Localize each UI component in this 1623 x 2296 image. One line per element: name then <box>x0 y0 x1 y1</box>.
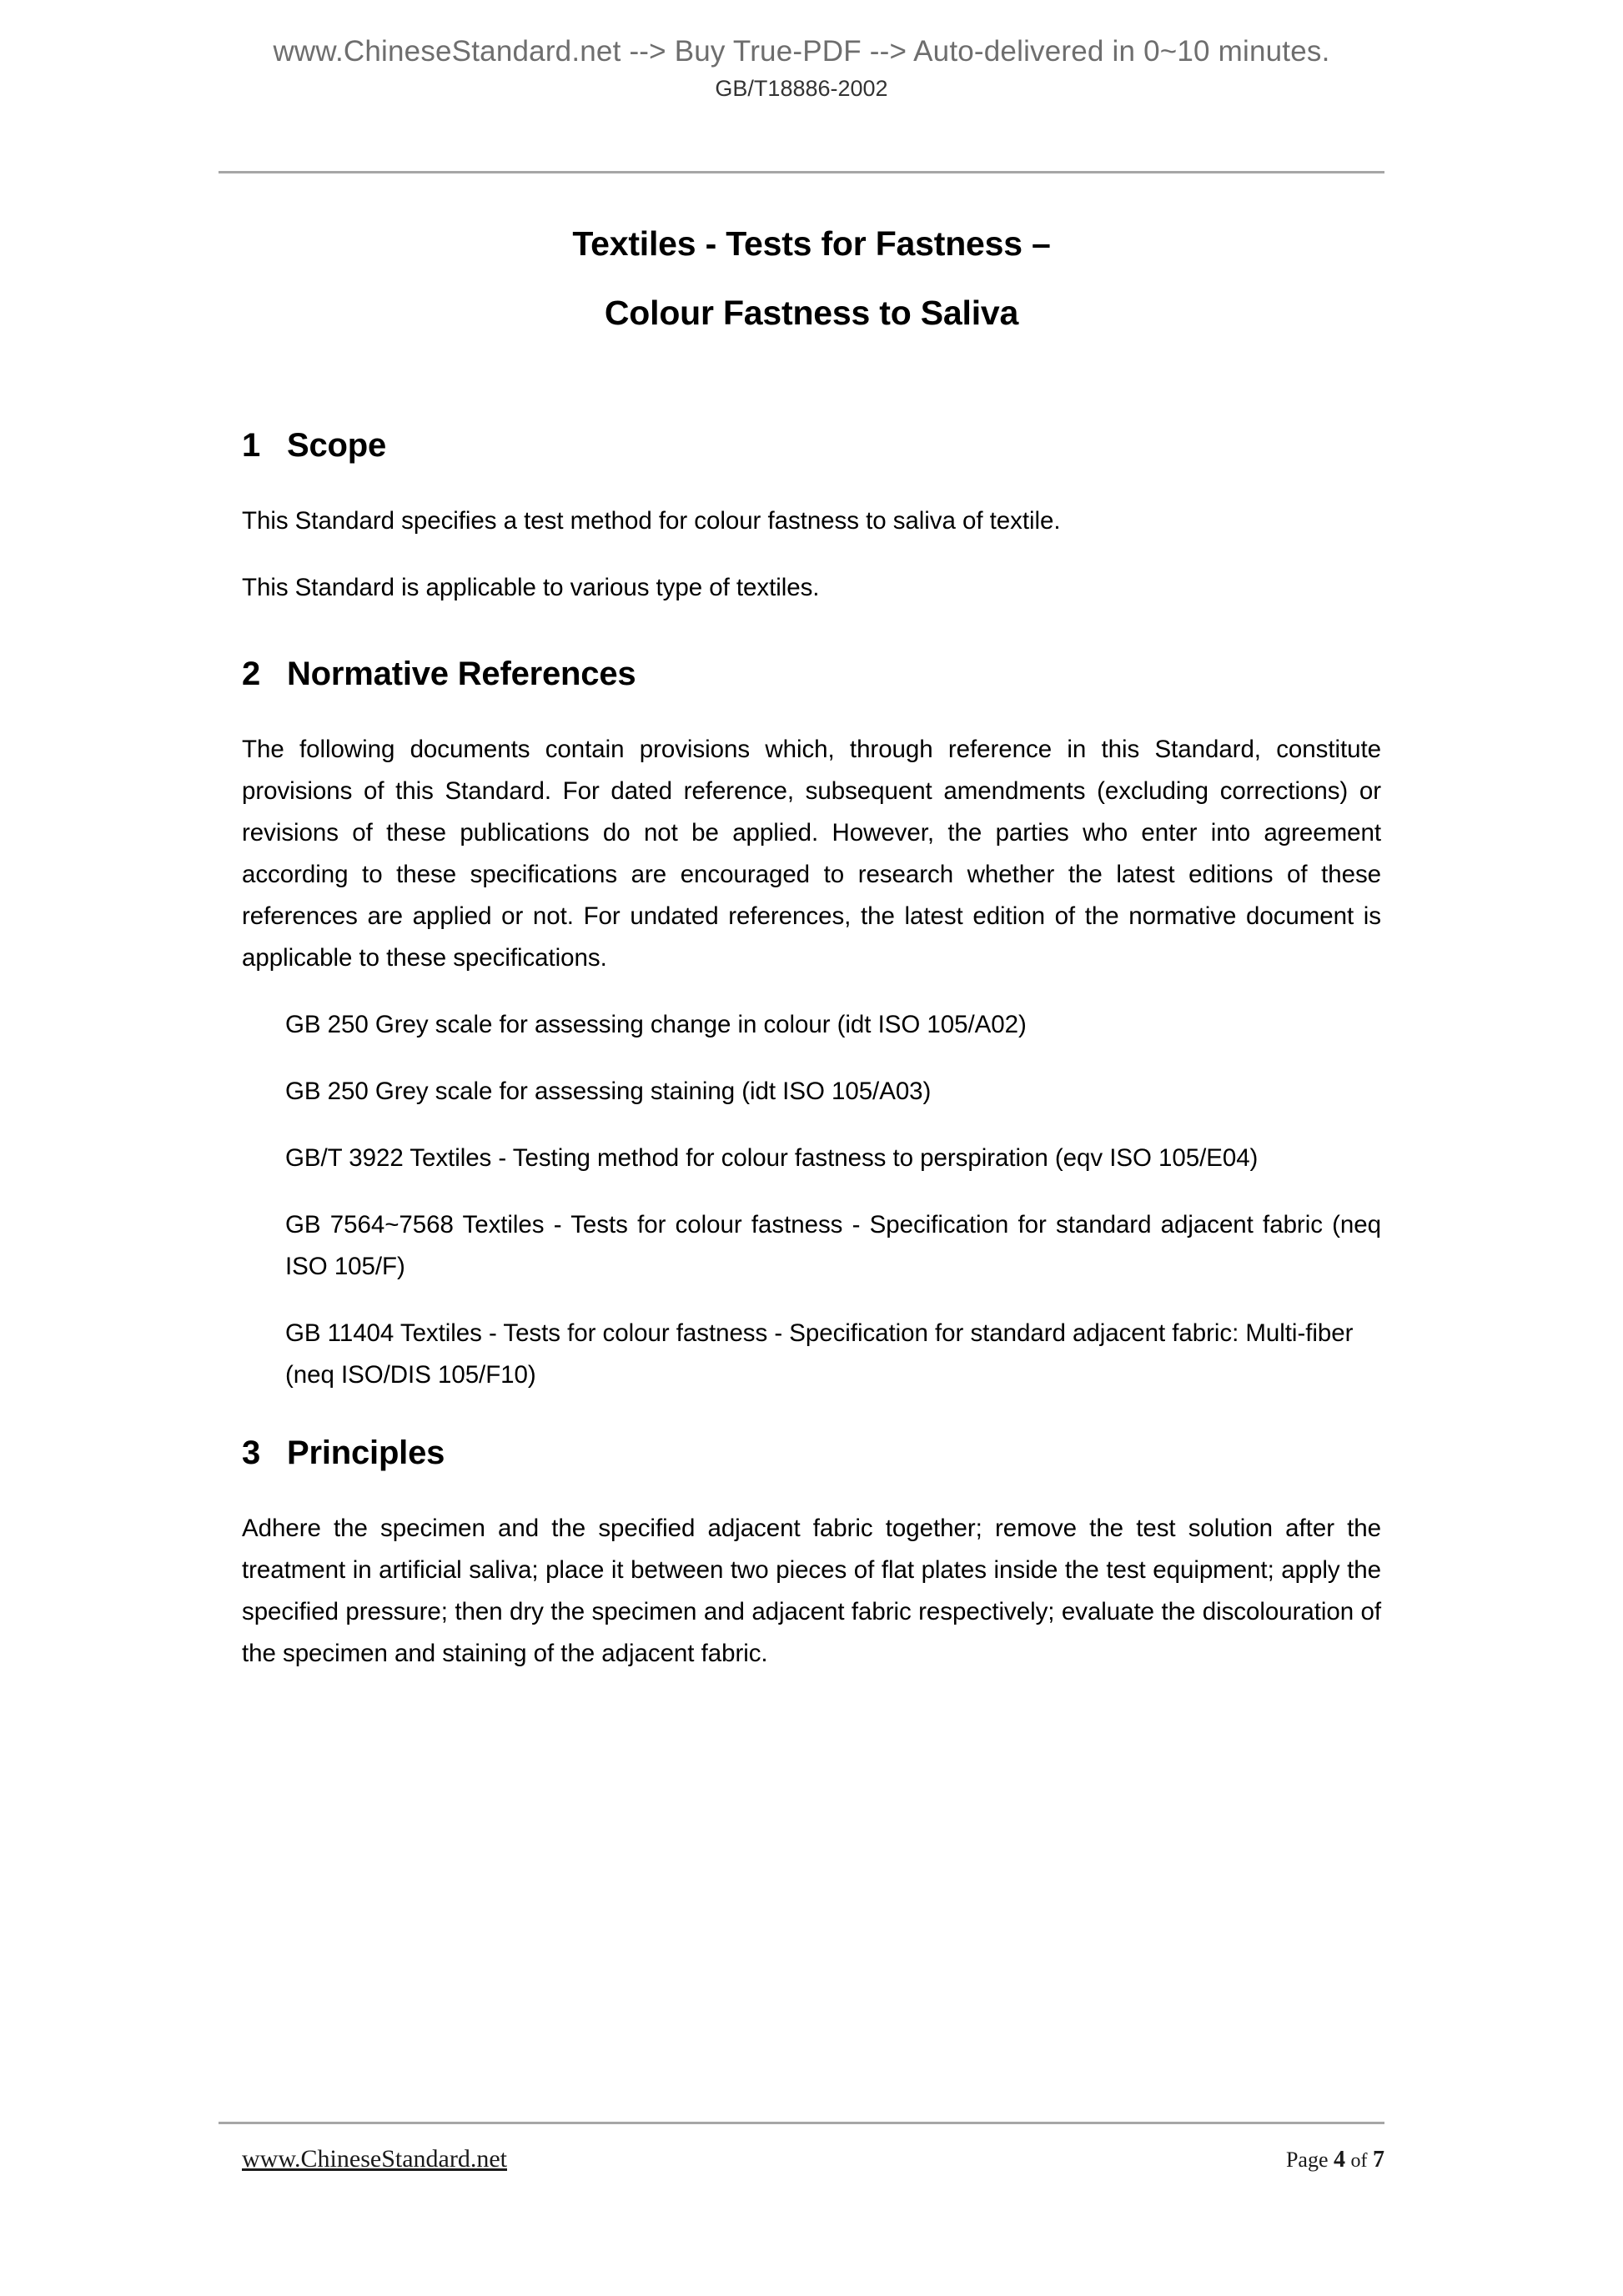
document-title-line-1: Textiles - Tests for Fastness – <box>572 224 1051 263</box>
section-number-3: 3 <box>242 1434 261 1471</box>
section-heading-1 <box>242 427 1381 464</box>
document-body <box>242 207 1381 1675</box>
section-heading-3 <box>242 1434 1381 1471</box>
footer-page-word: Page <box>1285 2148 1329 2172</box>
normative-reference-item: GB/T 3922 Textiles - Testing method for colour fastness to perspiration (eqv ISO 105/E04) <box>285 1144 1259 1172</box>
page-header <box>219 33 1384 102</box>
footer-site-link[interactable]: www.ChineseStandard.net <box>242 2145 507 2173</box>
section-1-paragraph-2: This Standard is applicable to various type of textiles. <box>242 574 820 601</box>
header-promo-text: www.ChineseStandard.net --> Buy True-PDF --> Auto-delivered in 0~10 minutes. <box>273 35 1330 68</box>
section-2-paragraph-1: The following documents contain provisions which, through reference in this Standard, constitute provisions of this Standard. For dated reference, subsequent amendments (excluding corrections) or revisions of these publications do not be applied. However, the parties who enter into agreement according to these specifications are encouraged to research whether the latest editions of these references are applied or not. For undated references, the latest edition of the normative document is applicable to these specifications. <box>242 736 1381 972</box>
header-standard-number: GB/T18886-2002 <box>715 75 888 101</box>
footer-page-number: 4 <box>1334 2147 1345 2173</box>
normative-reference-item: GB 250 Grey scale for assessing staining (idt ISO 105/A03) <box>285 1078 932 1105</box>
footer-divider <box>219 2122 1384 2124</box>
page-footer <box>242 2145 1384 2173</box>
section-number-2: 2 <box>242 656 261 692</box>
footer-of-word: of <box>1350 2150 1368 2172</box>
footer-page-info <box>1286 2147 1384 2173</box>
normative-reference-item: GB 11404 Textiles - Tests for colour fastness - Specification for standard adjacent fabric: Multi-fiber (neq ISO/DIS 105/F10) <box>285 1319 1354 1389</box>
normative-reference-item: GB 250 Grey scale for assessing change in colour (idt ISO 105/A02) <box>285 1011 1027 1038</box>
normative-reference-item: GB 7564~7568 Textiles - Tests for colour fastness - Specification for standard adjacent fabric (neq ISO 105/F) <box>285 1211 1381 1280</box>
section-title-2: Normative References <box>287 656 636 692</box>
section-title-3: Principles <box>287 1434 445 1471</box>
document-title <box>242 224 1381 332</box>
document-title-line-2: Colour Fastness to Saliva <box>604 294 1019 332</box>
header-divider <box>219 171 1384 173</box>
section-title-1: Scope <box>287 427 387 464</box>
footer-page-total: 7 <box>1373 2147 1384 2173</box>
section-1-paragraph-1: This Standard specifies a test method for colour fastness to saliva of textile. <box>242 507 1061 535</box>
section-3-paragraph-1: Adhere the specimen and the specified adjacent fabric together; remove the test solution after the treatment in artificial saliva; place it between two pieces of flat plates inside the test equipment; apply the specified pressure; then dry the specimen and adjacent fabric respectively; evaluate the discolouration of the specimen and staining of the adjacent fabric. <box>242 1515 1381 1667</box>
section-heading-2 <box>242 656 1381 692</box>
section-number-1: 1 <box>242 427 261 464</box>
